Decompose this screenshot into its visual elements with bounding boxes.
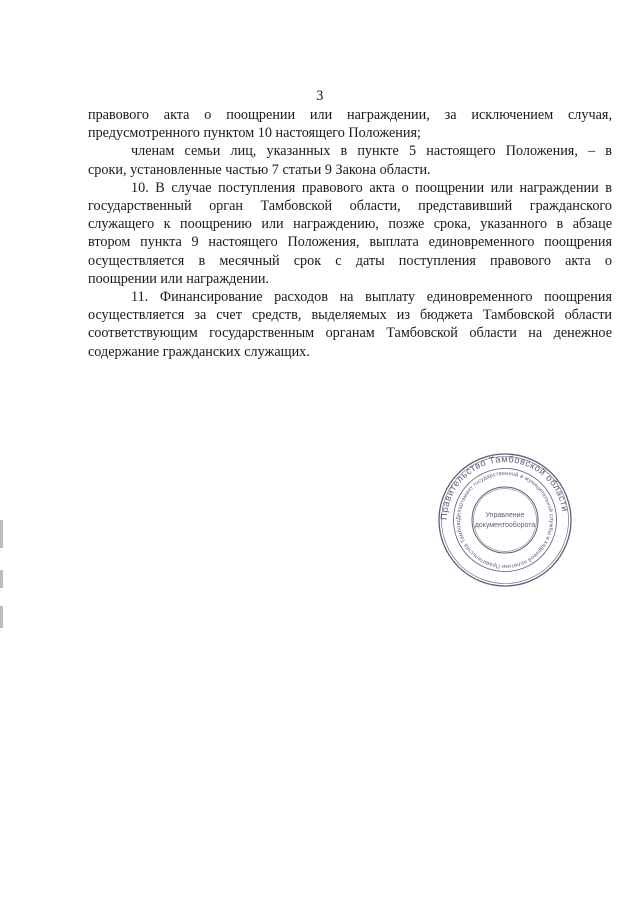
text-line: содержание гражданских служащих. [88,343,310,360]
text-line: осуществляется в месячный срок с даты поступления правового акта о [88,252,612,269]
page-number: 3 [316,88,324,104]
official-seal-stamp [437,452,573,588]
text-line: предусмотренного пунктом 10 настоящего Положения; [88,125,421,142]
text-line: соответствующим государственным органам Тамбовской области на денежное [88,325,612,342]
seal-center-text: Управление [485,512,525,519]
seal-outer-ring-text: Правительство Тамбовской области [438,453,571,521]
document-body [88,106,612,361]
scan-edge-mark [0,570,3,588]
text-line: сроки, установленные частью 7 статьи 9 Закона области. [88,161,431,178]
scan-edge-mark [0,606,3,628]
text-line: осуществляется за счет средств, выделяемых из бюджета Тамбовской области [88,307,612,324]
text-line: служащего к поощрению или награждению, позже срока, указанного в абзаце [88,216,612,233]
text-line: 10. В случае поступления правового акта о поощрении или награждении в [131,179,612,196]
seal-middle-ring-text: Департамент государственной и муниципальной службы и кадровой политики Правительства Тамбовс [455,470,555,570]
text-line: поощрении или награждении. [88,270,269,287]
text-line: втором пункта 9 настоящего Положения, выплата единовременного поощрения [88,234,612,251]
seal-icon [437,452,573,588]
paragraph-item-10 [88,179,612,288]
paragraph-item-11 [88,288,612,361]
paragraph-continuation [88,106,612,142]
text-line: правового акта о поощрении или награждении, за исключением случая, [88,107,612,123]
text-line: членам семьи лиц, указанных в пункте 5 настоящего Положения, – в [131,143,612,160]
paragraph-family-members [88,142,612,178]
text-line: 11. Финансирование расходов на выплату единовременного поощрения [131,289,612,306]
scan-edge-mark [0,520,3,548]
text-line: государственный орган Тамбовской области, представивший гражданского [88,198,612,215]
seal-center-text: документооборота [474,522,536,529]
